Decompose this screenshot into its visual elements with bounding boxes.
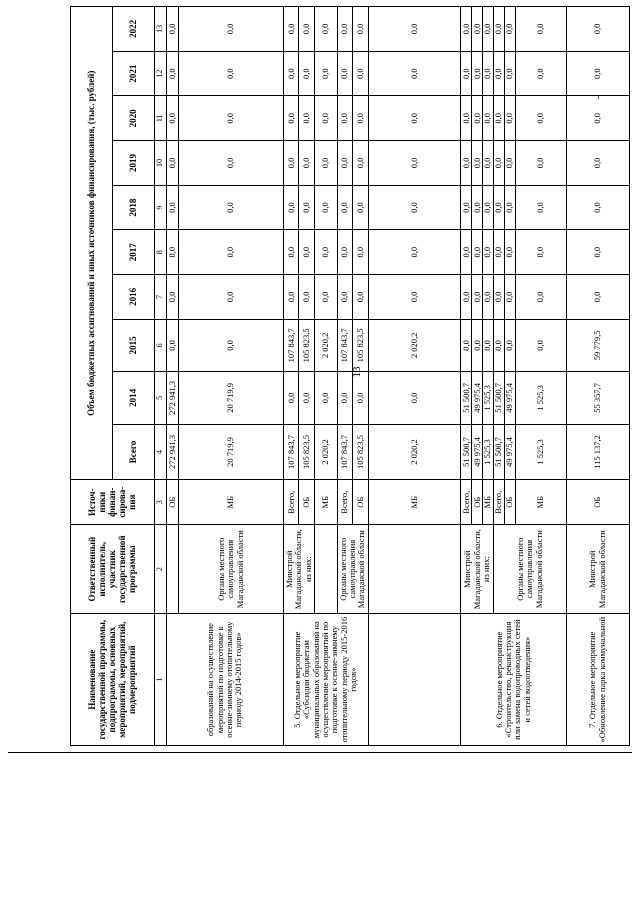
value-cell: 49 975,4 [505, 372, 516, 424]
budget-table-wrapper [70, 6, 630, 746]
responsible-cell: Минстрой Магаданской области [566, 525, 629, 614]
value-cell: 0,0 [368, 275, 461, 320]
value-cell: 0,0 [472, 319, 483, 371]
value-cell: 0,0 [314, 96, 337, 141]
value-cell: 0,0 [167, 319, 179, 371]
value-cell: 0,0 [461, 230, 472, 275]
program-name-cell: 7. Отдельное мероприятие «Обновление парка коммунальной [566, 614, 629, 746]
program-name-cell: 6. Отдельное мероприятие «Строительство, реконструкция или замена водопроводных сетей и сетей водоотведения» [461, 614, 566, 746]
value-cell: 0,0 [368, 96, 461, 141]
value-cell: 0,0 [472, 141, 483, 186]
value-cell: 0,0 [353, 7, 368, 52]
value-cell: 0,0 [505, 96, 516, 141]
header-total: Всего [113, 424, 155, 480]
source-cell: МБ [368, 480, 461, 525]
value-cell: 1 525,3 [483, 372, 494, 424]
value-cell: 59 779,5 [566, 319, 629, 371]
value-cell: 0,0 [461, 7, 472, 52]
value-cell: 0,0 [299, 51, 314, 96]
value-cell: 0,0 [494, 185, 505, 230]
value-cell: 0,0 [461, 319, 472, 371]
value-cell: 0,0 [494, 275, 505, 320]
source-cell: Всего, [494, 480, 505, 525]
source-cell: МБ [178, 480, 284, 525]
value-cell: 0,0 [337, 230, 352, 275]
value-cell: 0,0 [299, 372, 314, 424]
value-cell: 1 525,3 [515, 424, 566, 480]
source-cell: ОБ [505, 480, 516, 525]
value-cell: 0,0 [284, 372, 299, 424]
budget-table [70, 6, 630, 746]
header-year: 2016 [113, 275, 155, 320]
header-year: 2020 [113, 96, 155, 141]
responsible-cell: Органы местного самоуправления Магаданской области [337, 525, 368, 614]
value-cell: 0,0 [483, 7, 494, 52]
value-cell: 0,0 [515, 51, 566, 96]
value-cell: 0,0 [566, 7, 629, 52]
value-cell: 0,0 [483, 319, 494, 371]
column-number-row [155, 7, 167, 746]
value-cell: 2 020,2 [314, 319, 337, 371]
source-cell: ОБ [167, 480, 179, 525]
value-cell: 272 941,3 [167, 424, 179, 480]
source-cell: Всего, [284, 480, 299, 525]
value-cell: 0,0 [353, 372, 368, 424]
value-cell: 0,0 [314, 275, 337, 320]
col-number: 5 [155, 372, 167, 424]
value-cell: 49 975,4 [472, 372, 483, 424]
value-cell: 0,0 [566, 141, 629, 186]
col-number: 2 [155, 525, 167, 614]
value-cell: 0,0 [178, 230, 284, 275]
value-cell: 0,0 [353, 51, 368, 96]
value-cell: 0,0 [337, 185, 352, 230]
header-name: Наименование государственной программы, подпрограммы, основных мероприятий, мероприятий, подмероприятий [71, 614, 155, 746]
value-cell: 0,0 [461, 141, 472, 186]
header-year: 2019 [113, 141, 155, 186]
value-cell: 0,0 [494, 51, 505, 96]
responsible-cell: Органы местного самоуправления Магаданской области [178, 525, 284, 614]
value-cell: 0,0 [515, 96, 566, 141]
value-cell: 0,0 [472, 96, 483, 141]
source-cell: МБ [314, 480, 337, 525]
col-number: 3 [155, 480, 167, 525]
value-cell: 107 843,7 [284, 424, 299, 480]
value-cell: 0,0 [284, 51, 299, 96]
value-cell: 0,0 [472, 275, 483, 320]
value-cell: 0,0 [566, 185, 629, 230]
value-cell: 0,0 [167, 185, 179, 230]
source-cell: ОБ [566, 480, 629, 525]
header-year: 2022 [113, 7, 155, 52]
source-cell: ОБ [299, 480, 314, 525]
value-cell: 0,0 [284, 275, 299, 320]
value-cell: 0,0 [505, 141, 516, 186]
value-cell: 0,0 [368, 230, 461, 275]
table-row [368, 7, 461, 746]
value-cell: 0,0 [505, 319, 516, 371]
value-cell: 0,0 [483, 230, 494, 275]
value-cell: 0,0 [178, 51, 284, 96]
responsible-cell [314, 525, 337, 614]
rotated-table-container [70, 6, 630, 746]
value-cell: 0,0 [368, 141, 461, 186]
page-number: 13 [351, 366, 363, 378]
value-cell: 0,0 [178, 275, 284, 320]
value-cell: 51 500,7 [494, 424, 505, 480]
value-cell: 0,0 [299, 185, 314, 230]
value-cell: 0,0 [494, 96, 505, 141]
header-source: Источ-ники финан-сирова-ния [71, 480, 155, 525]
value-cell: 1 525,3 [515, 372, 566, 424]
value-cell: 0,0 [314, 51, 337, 96]
value-cell: 0,0 [483, 185, 494, 230]
value-cell: 107 843,7 [337, 319, 352, 371]
value-cell: 51 500,7 [461, 372, 472, 424]
source-cell: ОБ [472, 480, 483, 525]
page-divider-line [8, 752, 632, 753]
value-cell: 0,0 [566, 96, 629, 141]
value-cell: 0,0 [483, 51, 494, 96]
value-cell: 1 525,3 [483, 424, 494, 480]
value-cell: 0,0 [505, 7, 516, 52]
value-cell: 0,0 [368, 51, 461, 96]
header-year: 2021 [113, 51, 155, 96]
value-cell: 0,0 [167, 51, 179, 96]
value-cell: 0,0 [515, 230, 566, 275]
value-cell: 105 823,5 [353, 424, 368, 480]
value-cell: 0,0 [472, 230, 483, 275]
value-cell: 0,0 [284, 141, 299, 186]
value-cell: 0,0 [299, 141, 314, 186]
value-cell: 0,0 [566, 51, 629, 96]
value-cell: 0,0 [368, 185, 461, 230]
value-cell: 0,0 [505, 185, 516, 230]
value-cell: 0,0 [299, 7, 314, 52]
value-cell: 0,0 [515, 275, 566, 320]
value-cell: 0,0 [505, 275, 516, 320]
col-number: 6 [155, 319, 167, 371]
responsible-cell: Органы местного самоуправления Магаданской области [494, 525, 566, 614]
value-cell: 0,0 [515, 185, 566, 230]
value-cell: 0,0 [167, 96, 179, 141]
value-cell: 272 941,3 [167, 372, 179, 424]
program-name-cell-cont [368, 614, 461, 746]
value-cell: 105 823,5 [299, 319, 314, 371]
value-cell: 0,0 [314, 372, 337, 424]
value-cell: 0,0 [494, 230, 505, 275]
table-row [167, 7, 179, 746]
value-cell: 0,0 [167, 275, 179, 320]
value-cell: 0,0 [515, 7, 566, 52]
value-cell: 0,0 [483, 275, 494, 320]
value-cell: 0,0 [494, 141, 505, 186]
value-cell: 107 843,7 [284, 319, 299, 371]
col-number: 9 [155, 185, 167, 230]
value-cell: 0,0 [566, 275, 629, 320]
source-cell: МБ [483, 480, 494, 525]
value-cell: 0,0 [167, 230, 179, 275]
col-number: 10 [155, 141, 167, 186]
header-budget-group: Объем бюджетных ассигнований и иных источников финансирования, (тыс. рублей) [71, 7, 113, 480]
value-cell: 0,0 [337, 275, 352, 320]
value-cell: 0,0 [483, 141, 494, 186]
value-cell: 0,0 [337, 7, 352, 52]
value-cell: 0,0 [368, 372, 461, 424]
value-cell: 49 975,4 [505, 424, 516, 480]
value-cell: 0,0 [566, 230, 629, 275]
value-cell: 0,0 [284, 96, 299, 141]
value-cell: 0,0 [337, 141, 352, 186]
table-row [566, 7, 629, 746]
value-cell: 0,0 [494, 319, 505, 371]
col-number: 13 [155, 7, 167, 52]
value-cell: 0,0 [483, 96, 494, 141]
value-cell: 0,0 [461, 275, 472, 320]
source-cell: МБ [515, 480, 566, 525]
col-number: 7 [155, 275, 167, 320]
value-cell: 51 500,7 [461, 424, 472, 480]
value-cell: 115 137,2 [566, 424, 629, 480]
value-cell: 0,0 [337, 51, 352, 96]
value-cell: 0,0 [337, 372, 352, 424]
value-cell: 2 020,2 [368, 319, 461, 371]
value-cell: 0,0 [505, 230, 516, 275]
value-cell: 20 719,9 [178, 372, 284, 424]
value-cell: 0,0 [494, 7, 505, 52]
value-cell: 0,0 [167, 141, 179, 186]
table-row [461, 7, 472, 746]
value-cell: 0,0 [314, 7, 337, 52]
value-cell: 0,0 [353, 230, 368, 275]
value-cell: 0,0 [472, 51, 483, 96]
value-cell: 0,0 [178, 7, 284, 52]
value-cell: 107 843,7 [337, 424, 352, 480]
value-cell: 0,0 [368, 7, 461, 52]
responsible-cell [167, 525, 179, 614]
value-cell: 0,0 [299, 275, 314, 320]
value-cell: 0,0 [284, 185, 299, 230]
responsible-cell: Минстрой Магаданской области, из них: [461, 525, 494, 614]
value-cell: 105 823,5 [353, 319, 368, 371]
value-cell: 0,0 [353, 96, 368, 141]
col-number: 1 [155, 614, 167, 746]
value-cell: 0,0 [314, 185, 337, 230]
value-cell: 0,0 [299, 96, 314, 141]
header-year: 2015 [113, 319, 155, 371]
value-cell: 0,0 [472, 185, 483, 230]
program-name-cell: образований на осуществление мероприятий по подготовке к осенне-зимнему отопительному периоду 2014-2015 годов» [167, 614, 284, 746]
value-cell: 0,0 [178, 185, 284, 230]
source-cell: ОБ [353, 480, 368, 525]
value-cell: 0,0 [461, 51, 472, 96]
col-number: 4 [155, 424, 167, 480]
value-cell: 0,0 [461, 96, 472, 141]
value-cell: 0,0 [353, 275, 368, 320]
value-cell: 49 975,4 [472, 424, 483, 480]
responsible-cell: Минстрой Магаданской области, из них: [284, 525, 315, 614]
value-cell: 20 719,9 [178, 424, 284, 480]
responsible-cell [368, 525, 461, 614]
value-cell: 2 020,2 [368, 424, 461, 480]
value-cell: 0,0 [284, 230, 299, 275]
value-cell: 0,0 [284, 7, 299, 52]
value-cell: 0,0 [178, 141, 284, 186]
source-cell: Всего, [461, 480, 472, 525]
value-cell: 0,0 [178, 96, 284, 141]
col-number: 8 [155, 230, 167, 275]
value-cell: 0,0 [461, 185, 472, 230]
col-number: 11 [155, 96, 167, 141]
value-cell: 0,0 [314, 141, 337, 186]
value-cell: 0,0 [515, 319, 566, 371]
table-row [284, 7, 299, 746]
header-year: 2018 [113, 185, 155, 230]
value-cell: 0,0 [299, 230, 314, 275]
value-cell: 105 823,5 [299, 424, 314, 480]
header-year: 2017 [113, 230, 155, 275]
header-year: 2014 [113, 372, 155, 424]
value-cell: 0,0 [353, 185, 368, 230]
source-cell: Всего, [337, 480, 352, 525]
value-cell: 55 357,7 [566, 372, 629, 424]
program-name-cell: 5. Отдельное мероприятие «Субсидии бюджетам муниципальных образований на осуществление мероприятий по подготовке к осенне-зимнему отопительному периоду 2015-2016 годов» [284, 614, 368, 746]
value-cell: 0,0 [505, 51, 516, 96]
value-cell: 0,0 [472, 7, 483, 52]
value-cell: 0,0 [314, 230, 337, 275]
value-cell: 0,0 [178, 319, 284, 371]
value-cell: 2 020,2 [314, 424, 337, 480]
header-responsible: Ответственный исполнитель, участник государственной программы [71, 525, 155, 614]
col-number: 12 [155, 51, 167, 96]
value-cell: 0,0 [515, 141, 566, 186]
value-cell: 0,0 [353, 141, 368, 186]
value-cell: 0,0 [337, 96, 352, 141]
value-cell: 51 500,7 [494, 372, 505, 424]
value-cell: 0,0 [167, 7, 179, 52]
